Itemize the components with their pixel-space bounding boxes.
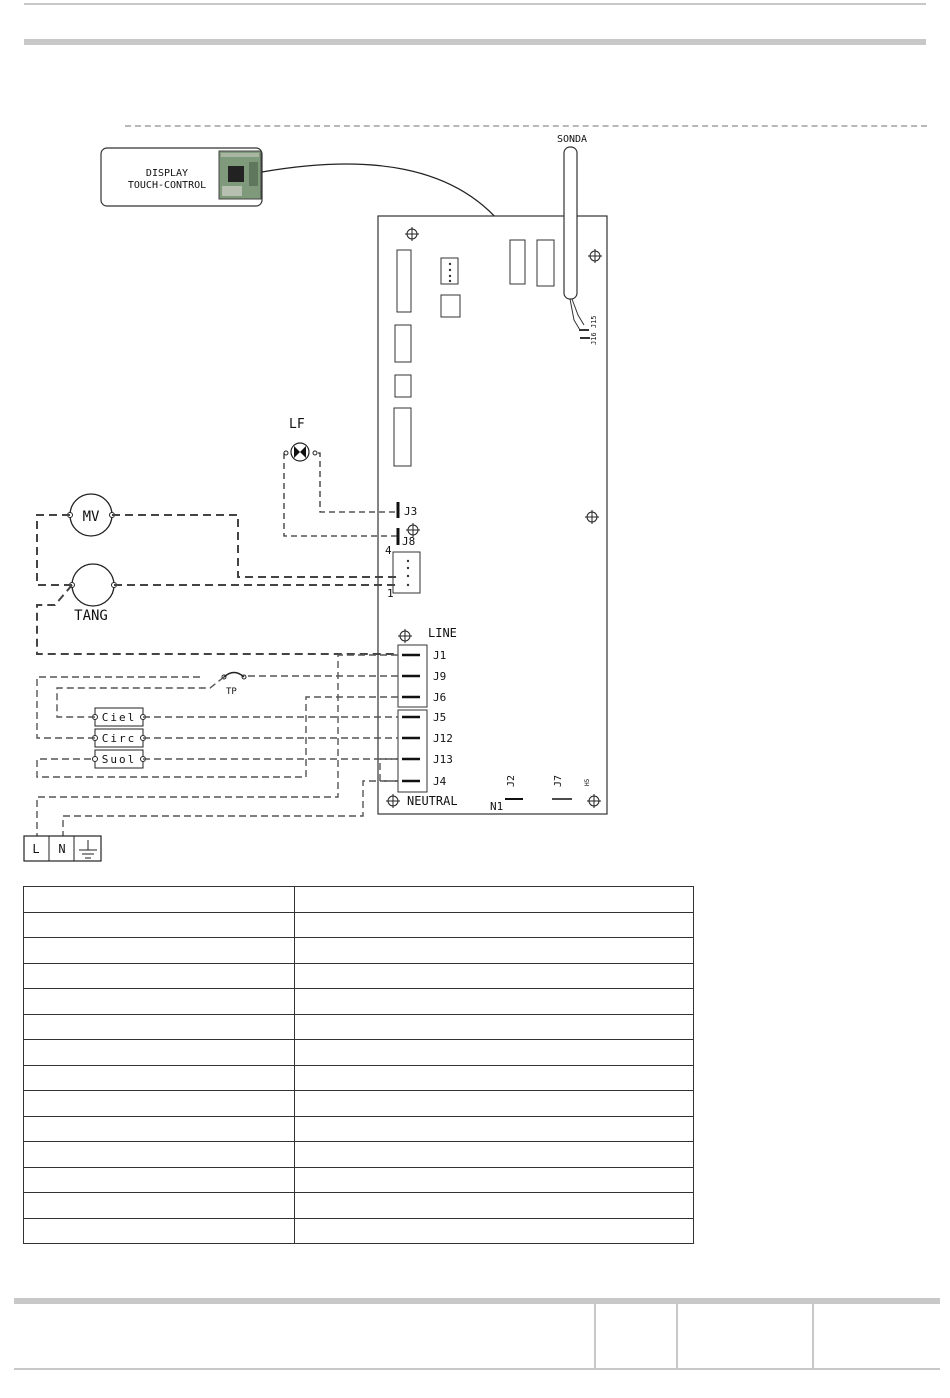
tangential-fan-label: TANG (74, 608, 108, 624)
table-cell-value (295, 1142, 694, 1168)
display-pcb-photo (219, 151, 261, 199)
legend-table-body (24, 887, 694, 1244)
legend-table (23, 886, 694, 1244)
main-control-board (378, 216, 607, 814)
probe-connectors-label: J16 J15 (590, 315, 598, 345)
table-cell-key (24, 1218, 295, 1244)
heater-suol (93, 750, 146, 768)
heater-circ (93, 729, 146, 747)
table-cell-key (24, 912, 295, 938)
wire-j1-ground (37, 655, 398, 840)
oven-lamp (284, 417, 317, 461)
table-cell-value (295, 1040, 694, 1066)
connector-j3-label: J3 (404, 505, 418, 518)
table-cell-value (295, 887, 694, 913)
table-row (24, 963, 694, 989)
page-footer (14, 1298, 940, 1370)
thermal-protector-label: TP (226, 687, 237, 697)
table-cell-value (295, 1193, 694, 1219)
table-row (24, 1040, 694, 1066)
table-cell-key (24, 1065, 295, 1091)
table-row (24, 1142, 694, 1168)
table-cell-value (295, 1065, 694, 1091)
fan-motor-mv (68, 494, 115, 536)
terminal-j5: J5 (433, 711, 447, 724)
heater-ciel (93, 708, 146, 726)
table-cell-key (24, 1040, 295, 1066)
table-cell-value (295, 912, 694, 938)
table-cell-value (295, 1091, 694, 1117)
pin-4-label: 4 (385, 544, 392, 557)
heater-suol-label: Suol (101, 753, 137, 766)
footer-cell-3 (676, 1304, 814, 1368)
table-cell-key (24, 887, 295, 913)
table-cell-value (295, 938, 694, 964)
terminal-j1: J1 (433, 649, 447, 662)
mv-wire-right (112, 515, 398, 577)
table-row (24, 989, 694, 1015)
connector-j2-label: J2 (506, 774, 517, 787)
footer-cell-2 (594, 1304, 678, 1368)
table-row (24, 1014, 694, 1040)
power-supply-terminal (24, 836, 101, 861)
table-row (24, 1167, 694, 1193)
table-cell-value (295, 1167, 694, 1193)
display-label-line1: DISPLAY (145, 168, 189, 179)
table-cell-key (24, 1014, 295, 1040)
thermal-protector (222, 673, 246, 698)
table-cell-value (295, 989, 694, 1015)
supply-l-label: L (32, 842, 40, 856)
terminal-j4: J4 (433, 775, 447, 788)
display-touch-control (101, 148, 262, 206)
table-cell-key (24, 989, 295, 1015)
table-cell-key (24, 1116, 295, 1142)
lamp-label: LF (289, 417, 305, 432)
table-cell-key (24, 1091, 295, 1117)
terminal-j13: J13 (433, 753, 453, 766)
heater-circ-label: Circ (101, 732, 137, 745)
table-row (24, 912, 694, 938)
connector-j8-label: J8 (402, 535, 416, 548)
table-cell-key (24, 1193, 295, 1219)
display-label-line2: TOUCH-CONTROL (127, 180, 207, 191)
terminal-j9: J9 (433, 670, 447, 683)
terminal-j12: J12 (433, 732, 453, 745)
supply-n-label: N (58, 842, 66, 856)
table-row (24, 1116, 694, 1142)
table-cell-value (295, 1116, 694, 1142)
table-cell-key (24, 963, 295, 989)
terminal-j6: J6 (433, 691, 447, 704)
table-row (24, 1065, 694, 1091)
table-cell-key (24, 1142, 295, 1168)
mv-wire-left (37, 515, 72, 585)
table-row (24, 1091, 694, 1117)
connector-j7-label: J7 (553, 774, 564, 787)
table-row (24, 1218, 694, 1244)
probe-label: SONDA (556, 134, 588, 145)
table-cell-key (24, 1167, 295, 1193)
neutral-label: NEUTRAL (407, 794, 458, 808)
table-cell-value (295, 963, 694, 989)
wire-j6-left (37, 697, 398, 777)
line-label: LINE (428, 626, 457, 640)
table-row (24, 1193, 694, 1219)
table-cell-key (24, 938, 295, 964)
tangential-fan (70, 564, 117, 624)
table-row (24, 938, 694, 964)
footer-cell-1 (14, 1304, 594, 1368)
footer-cell-4 (812, 1304, 942, 1368)
table-cell-value (295, 1218, 694, 1244)
fan-motor-label: MV (82, 509, 100, 525)
pin-1-label: 1 (387, 587, 394, 600)
h5-label: H5 (584, 778, 591, 786)
wire-j4-neutral (63, 781, 398, 840)
table-cell-value (295, 1014, 694, 1040)
table-row (24, 887, 694, 913)
n1-label: N1 (490, 800, 504, 813)
heater-ciel-label: Ciel (101, 711, 137, 724)
